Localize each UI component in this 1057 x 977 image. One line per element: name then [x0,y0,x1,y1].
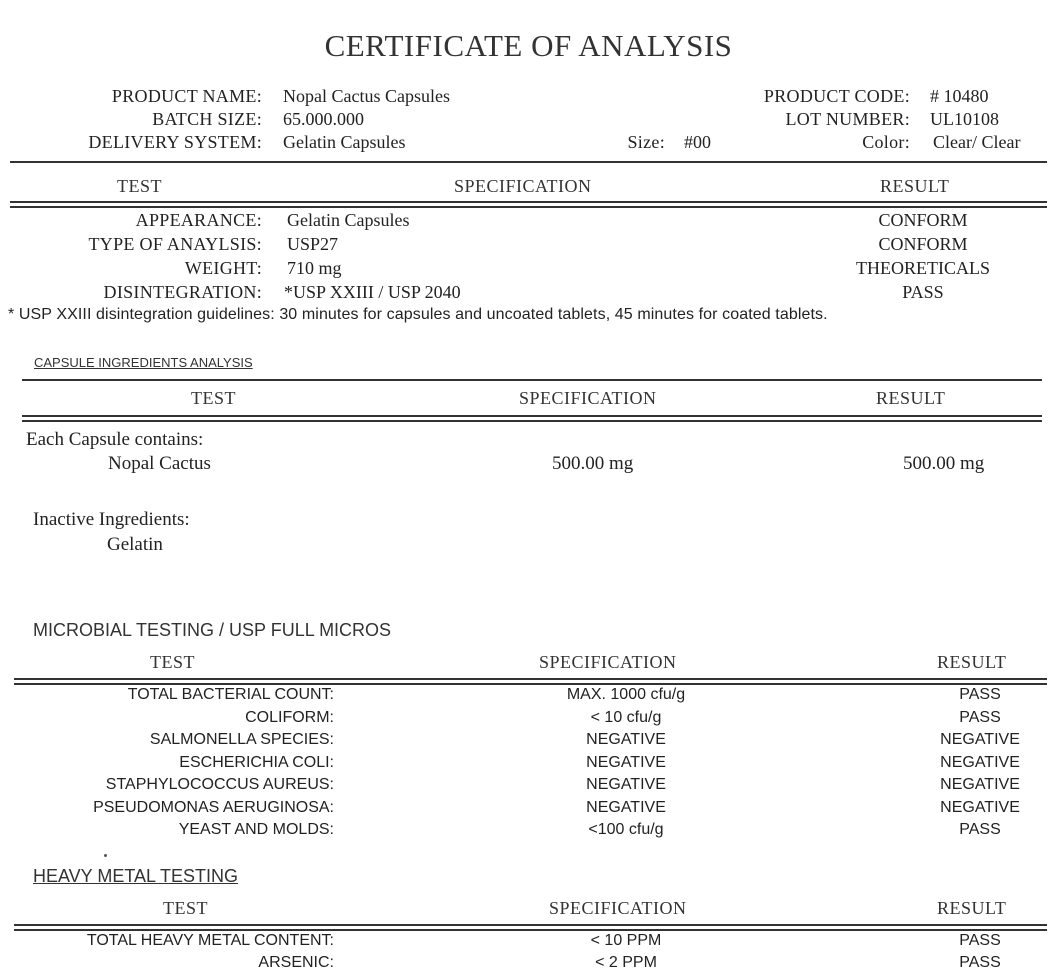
heavy-spec-value: < 10 PPM [590,932,662,949]
weight-spec: 710 mg [287,258,342,278]
divider [14,683,1047,685]
capsule-header-test: TEST [191,388,236,408]
analysis-type-result: CONFORM [878,234,968,254]
micro-header-test: TEST [150,652,195,672]
micro-result-value: NEGATIVE [940,731,1020,748]
micro-spec-value: NEGATIVE [586,798,666,816]
micro-spec-value: MAX. 1000 cfu/g [566,686,686,703]
appearance-label: APPEARANCE: [135,210,262,230]
divider [14,678,1047,680]
capsule-header-spec: SPECIFICATION [519,388,657,408]
general-header-spec: SPECIFICATION [454,176,592,196]
capsule-header-result: RESULT [876,388,946,408]
heavy-test-label: ARSENIC: [258,953,334,971]
delivery-system-value: Gelatin Capsules [283,132,406,152]
lot-number-label: LOT NUMBER: [785,109,910,129]
inactive-ingredients-label: Inactive Ingredients: [33,509,190,530]
divider [14,924,1047,926]
heavy-spec-value: < 2 PPM [595,953,657,971]
disintegration-footnote: * USP XXIII disintegration guidelines: 30 minutes for capsules and uncoated tablets, 45 minutes for coated tablets. [8,306,828,323]
micro-section-title: MICROBIAL TESTING / USP FULL MICROS [33,620,392,640]
micro-result-value: NEGATIVE [940,776,1020,793]
appearance-spec: Gelatin Capsules [287,210,410,230]
analysis-type-label: TYPE OF ANAYLSIS: [88,234,262,254]
weight-result: THEORETICALS [856,258,990,278]
micro-spec-value: NEGATIVE [586,731,666,748]
ingredient-spec: 500.00 mg [552,453,634,474]
micro-spec-value: <100 cfu/g [588,821,664,838]
lot-number-value: UL10108 [930,109,999,129]
micro-result-value: PASS [959,686,1001,703]
ingredient-result: 500.00 mg [903,453,985,474]
color-label: Color: [862,132,910,152]
size-value: #00 [684,132,711,152]
micro-result-value: NEGATIVE [940,753,1020,771]
divider [22,379,1042,381]
micro-spec-value: NEGATIVE [586,753,666,771]
disintegration-result: PASS [902,282,944,302]
heavy-result-value: PASS [959,953,1001,971]
product-code-label: PRODUCT CODE: [763,86,910,106]
disintegration-spec: *USP XXIII / USP 2040 [284,282,461,302]
size-label: Size: [627,132,665,152]
disintegration-label: DISINTEGRATION: [103,282,262,302]
batch-size-label: BATCH SIZE: [152,109,262,129]
micro-header-result: RESULT [937,652,1007,672]
weight-label: WEIGHT: [184,258,262,278]
batch-size-value: 65.000.000 [283,109,364,129]
micro-test-label: SALMONELLA SPECIES: [149,731,334,748]
micro-test-label: YEAST AND MOLDS: [178,821,334,838]
heavy-section-title: HEAVY METAL TESTING [33,866,239,886]
general-header-result: RESULT [880,176,950,196]
heavy-header-result: RESULT [937,898,1007,918]
inactive-ingredient: Gelatin [107,534,163,555]
divider [22,420,1042,422]
heavy-header-test: TEST [163,898,208,918]
product-code-value: # 10480 [930,86,989,106]
micro-test-label: COLIFORM: [245,708,334,726]
analysis-type-spec: USP27 [287,234,339,254]
micro-spec-value: NEGATIVE [586,776,666,793]
heavy-test-label: TOTAL HEAVY METAL CONTENT: [86,932,334,949]
micro-result-value: PASS [959,821,1001,838]
micro-test-label: ESCHERICHIA COLI: [179,753,334,771]
page-title: CERTIFICATE OF ANALYSIS [324,28,733,63]
divider [10,201,1047,203]
heavy-header-spec: SPECIFICATION [549,898,687,918]
micro-test-label: STAPHYLOCOCCUS AUREUS: [105,776,334,793]
capsule-section-title: CAPSULE INGREDIENTS ANALYSIS [34,355,253,370]
product-name-label: PRODUCT NAME: [111,86,262,106]
micro-result-value: PASS [959,708,1001,726]
ingredient-name: Nopal Cactus [108,453,211,474]
general-header-test: TEST [117,176,162,196]
divider [10,161,1047,163]
color-value: Clear/ Clear [933,132,1021,152]
divider [22,415,1042,417]
micro-test-label: PSEUDOMONAS AERUGINOSA: [93,798,334,816]
micro-header-spec: SPECIFICATION [539,652,677,672]
micro-result-value: NEGATIVE [940,798,1020,816]
scan-speck [104,854,107,857]
product-name-value: Nopal Cactus Capsules [283,86,450,106]
appearance-result: CONFORM [878,210,968,230]
micro-test-label: TOTAL BACTERIAL COUNT: [127,686,334,703]
delivery-system-label: DELIVERY SYSTEM: [88,132,262,152]
heavy-result-value: PASS [959,932,1001,949]
each-capsule-label: Each Capsule contains: [26,429,204,450]
divider [10,206,1047,208]
divider [14,929,1047,931]
micro-spec-value: < 10 cfu/g [590,708,662,726]
